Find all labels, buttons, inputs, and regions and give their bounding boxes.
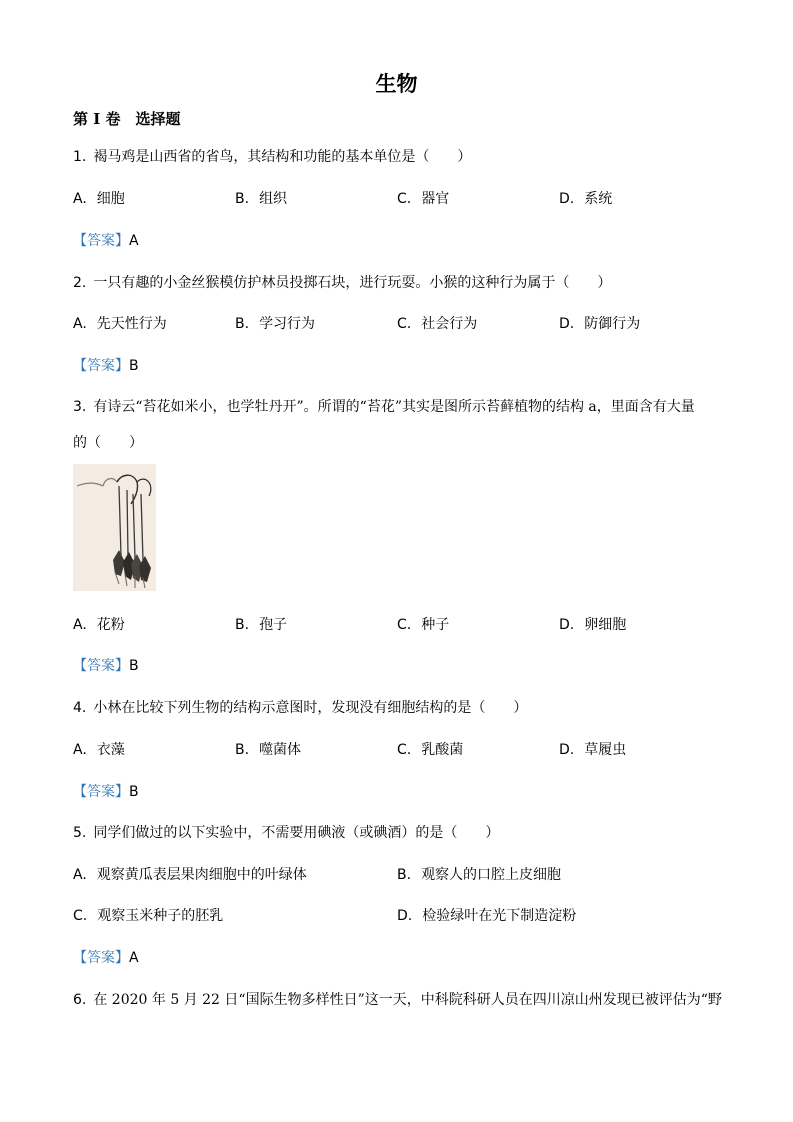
option-c: C. 社会行为 [397, 316, 478, 332]
answer-2 [73, 355, 139, 375]
answer-5 [73, 947, 139, 967]
question-number: 2. [73, 275, 87, 291]
option-a: A. 观察黄瓜表层果肉细胞中的叶绿体 [73, 867, 307, 883]
option-d: D. 防御行为 [559, 316, 641, 332]
question-2 [73, 272, 611, 292]
answer-tag: 【答案】 [73, 950, 129, 966]
answer-value: A [129, 233, 139, 249]
question-text: 在 2020 年 5 月 22 日“国际生物多样性日”这一天，中科院科研人员在四川凉山州发现已被评估为“野 [93, 992, 722, 1008]
option-b: B. 噬菌体 [235, 742, 302, 758]
option-d: D. 卵细胞 [559, 617, 627, 633]
option-c: C. 观察玉米种子的胚乳 [73, 908, 224, 924]
question-text: 有诗云“苔花如米小，也学牡丹开”。所谓的“苔花”其实是图所示苔藓植物的结构 a，里面含有大量 [93, 399, 695, 415]
option-b: B. 观察人的口腔上皮细胞 [397, 867, 562, 883]
page-title: 生物 [375, 71, 418, 96]
answer-value: A [129, 950, 139, 966]
option-c: C. 乳酸菌 [397, 742, 464, 758]
option-d: D. 检验绿叶在光下制造淀粉 [397, 908, 577, 924]
option-a: A. 衣藻 [73, 742, 125, 758]
answer-tag: 【答案】 [73, 784, 129, 800]
option-a: A. 细胞 [73, 191, 125, 207]
answer-3 [73, 655, 139, 675]
question-number: 4. [73, 700, 87, 716]
question-number: 5. [73, 825, 87, 841]
question-text: 小林在比较下列生物的结构示意图时，发现没有细胞结构的是（ ） [93, 700, 528, 716]
option-c: C. 种子 [397, 617, 450, 633]
answer-value: B [129, 658, 139, 674]
option-d: D. 草履虫 [559, 742, 627, 758]
question-number: 3. [73, 399, 87, 415]
question-1 [73, 146, 471, 166]
question-text: 褐马鸡是山西省的省鸟，其结构和功能的基本单位是（ ） [93, 149, 472, 165]
moss-figure [73, 464, 156, 591]
question-3-continued: 的（ ） [73, 435, 143, 451]
answer-tag: 【答案】 [73, 658, 129, 674]
question-text: 一只有趣的小金丝猴模仿护林员投掷石块，进行玩耍。小猴的这种行为属于（ ） [93, 275, 612, 291]
question-number: 1. [73, 149, 87, 165]
answer-tag: 【答案】 [73, 358, 129, 374]
answer-value: B [129, 784, 139, 800]
option-a: A. 先天性行为 [73, 316, 167, 332]
answer-value: B [129, 358, 139, 374]
question-4 [73, 697, 527, 717]
option-d: D. 系统 [559, 191, 613, 207]
question-number: 6. [73, 992, 87, 1008]
option-b: B. 孢子 [235, 617, 288, 633]
question-3 [73, 396, 695, 416]
answer-1 [73, 230, 139, 250]
option-c: C. 器官 [397, 191, 450, 207]
section-heading: 第 I 卷 选择题 [73, 110, 181, 128]
option-a: A. 花粉 [73, 617, 125, 633]
answer-4 [73, 781, 139, 801]
answer-tag: 【答案】 [73, 233, 129, 249]
option-b: B. 学习行为 [235, 316, 316, 332]
question-6 [73, 989, 722, 1009]
question-5 [73, 822, 499, 842]
question-text: 同学们做过的以下实验中，不需要用碘液（或碘酒）的是（ ） [93, 825, 500, 841]
option-b: B. 组织 [235, 191, 288, 207]
